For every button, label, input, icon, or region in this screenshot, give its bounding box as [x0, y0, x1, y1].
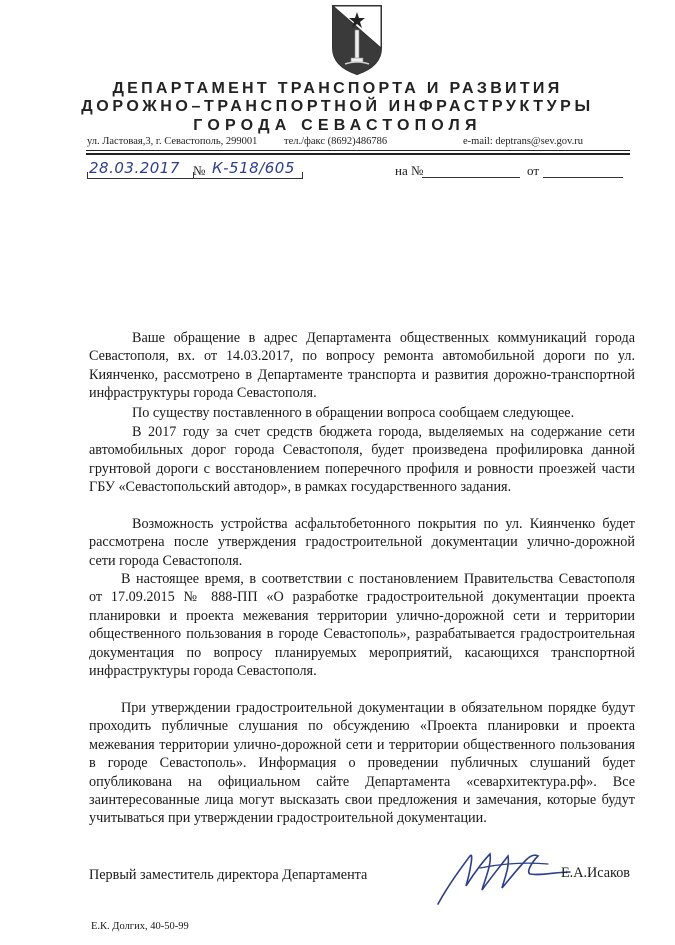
header-divider-thick: [86, 153, 630, 155]
header-divider-thin: [86, 150, 630, 151]
sevastopol-coat-of-arms-icon: [331, 4, 383, 76]
header-email: e-mail: deptrans@sev.gov.ru: [463, 136, 583, 147]
header-line-2: ДОРОЖНО–ТРАНСПОРТНОЙ ИНФРАСТРУКТУРЫ: [81, 98, 594, 115]
signatory-title: Первый заместитель директора Департамента: [89, 867, 368, 883]
incoming-date-label: от: [527, 163, 540, 178]
body-paragraph-1: Ваше обращение в адрес Департамента общественных коммуникаций города Севастополя, вх. от 14.03.2017, по вопросу ремонта автомобильной дороги по ул. Киянченко, рассмотрено в Департаменте транспорта и развития дорожно-транспортной инфраструктуры города Севастополя.: [89, 330, 635, 402]
incoming-number-blank: [422, 177, 520, 178]
body-paragraph-2: По существу поставленного в обращении вопроса сообщаем следующее.: [132, 405, 575, 421]
body-paragraph-3: В 2017 году за счет средств бюджета города, выделяемых на содержание сети автомобильных дорог города Севастополя, будет произведена профилировка данной грунтовой дороги с восстановлением поперечного профиля и ровности проезжей части ГБУ «Севастопольский автодор», в рамках государственного задания.: [89, 424, 635, 496]
body-paragraph-6: При утверждении градостроительной документации в обязательном порядке будут проходить публичные слушания по обсуждению «Проекта планировки и проекта межевания территории улично-дорожной сети и территории общественного пользования в городе Севастополь». Информация о проведении публичных слушаний будет опубликована на официальном сайте Департамента «севархитектура.рф». Все заинтересованные лица могут высказать свои предложения и замечания, которые будут учитываться при утверждении градостроительной документации.: [89, 700, 635, 827]
outgoing-number: К-518/605: [212, 159, 295, 177]
ref-box-tick-right: [302, 172, 303, 178]
executor-contact: Е.К. Долгих, 40-50-99: [91, 921, 189, 932]
body-paragraph-4: Возможность устройства асфальтобетонного покрытия по ул. Киянченко будет рассмотрена после утверждения градостроительной документации улично-дорожной сети города Севастополя.: [89, 516, 635, 569]
header-address: ул. Ластовая,3, г. Севастополь, 299001: [87, 136, 258, 147]
header-line-3: ГОРОДА СЕВАСТОПОЛЯ: [193, 117, 482, 134]
handwritten-signature-icon: [430, 842, 580, 912]
header-line-1: ДЕПАРТАМЕНТ ТРАНСПОРТА И РАЗВИТИЯ: [112, 80, 563, 97]
ref-box-tick-left: [87, 172, 88, 178]
body-paragraph-5: В настоящее время, в соответствии с постановлением Правительства Севастополя от 17.09.2015 № 888-ПП «О разработке градостроительной документации проекта планировки и проекта межевания территории улично-дорожной сети и территории общественного пользования в городе Севастополь», разрабатывается градостроительная документация по вопросу планируемых мероприятий, касающихся транспортной инфраструктуры города Севастополя.: [89, 571, 635, 680]
incoming-date-blank: [543, 177, 623, 178]
incoming-number-label: на №: [395, 163, 424, 178]
outgoing-date: 28.03.2017: [89, 159, 180, 177]
header-phone: тел./факс (8692)486786: [284, 136, 388, 147]
outgoing-number-label: №: [193, 163, 206, 178]
signatory-name: Е.А.Исаков: [561, 865, 630, 881]
